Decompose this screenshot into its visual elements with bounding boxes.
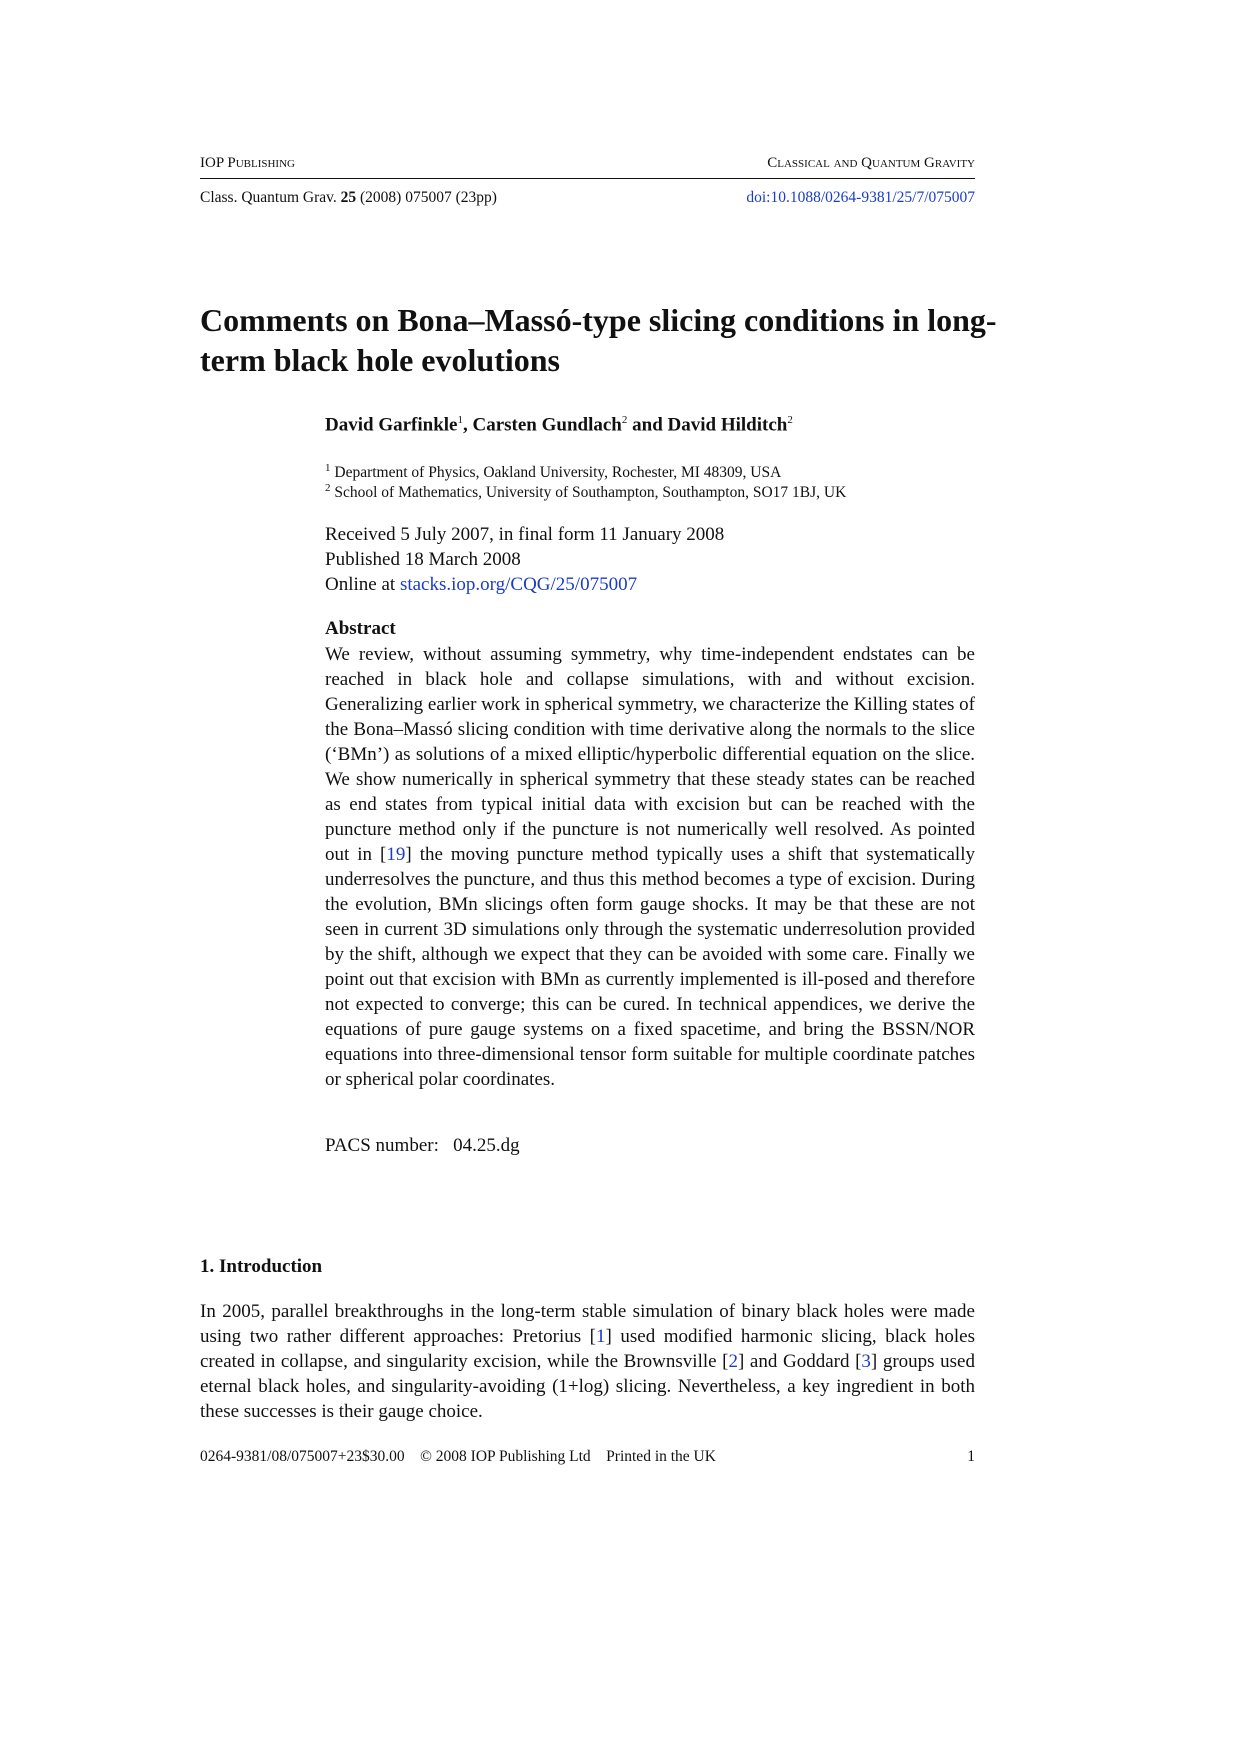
author-name: Carsten Gundlach xyxy=(472,414,622,436)
abstract-heading: Abstract xyxy=(325,618,396,639)
author-name: David Hilditch xyxy=(667,414,788,436)
publication-dates xyxy=(325,522,724,597)
affiliation-number: 1 xyxy=(325,462,331,474)
header-rule xyxy=(200,178,975,179)
affiliation-text: Department of Physics, Oakland University, Rochester, MI 48309, USA xyxy=(334,464,782,482)
author-affiliation-mark: 2 xyxy=(787,414,793,426)
author-affiliation-mark: 1 xyxy=(457,414,463,426)
citation-prefix: Class. Quantum Grav. xyxy=(200,189,337,206)
affiliation-text: School of Mathematics, University of Southampton, Southampton, SO17 1BJ, UK xyxy=(334,484,847,502)
received-date: Received 5 July 2007, in final form 11 January 2008 xyxy=(325,524,725,545)
author-separator: and xyxy=(627,414,668,436)
footer-copyright: 0264-9381/08/075007+23$30.00 © 2008 IOP Publishing Ltd Printed in the UK xyxy=(200,1448,716,1465)
abstract-text xyxy=(325,642,975,1092)
abstract-text-part: ] the moving puncture method typically uses a shift that systematically underresolves the puncture, and thus this method becomes a type of excision. During the evolution, BMn slicings often form gauge shocks. It may be that these are not seen in current 3D simulations only through the systematic underresolution provided by the shift, although we expect that they can be avoided with some care. Finally we point out that excision with BMn as currently implemented is ill-posed and therefore not expected to converge; this can be cured. In technical appendices, we derive the equations of pure gauge systems on a fixed spacetime, and bring the BSSN/NOR equations into three-dimensional tensor form suitable for multiple coordinate patches or spherical polar coordinates. xyxy=(325,844,975,1090)
pacs-label: PACS number: xyxy=(325,1135,439,1156)
author-separator: , xyxy=(462,414,473,436)
online-link[interactable]: stacks.iop.org/CQG/25/075007 xyxy=(399,574,638,595)
author-list xyxy=(325,414,793,436)
intro-text: ] used modified harmonic slicing, black holes created in collapse, and singularity excision, while the Brownsville [ xyxy=(200,1326,975,1372)
pacs-value: 04.25.dg xyxy=(453,1135,520,1156)
online-line xyxy=(325,572,724,597)
affiliation xyxy=(325,462,781,482)
author-affiliation-mark: 2 xyxy=(621,414,628,426)
citation-suffix: (2008) 075007 (23pp) xyxy=(360,189,497,206)
affiliation xyxy=(325,482,846,502)
intro-paragraph xyxy=(200,1299,975,1424)
publisher-name: IOP Publishing xyxy=(200,155,295,171)
citation-ref[interactable]: 3 xyxy=(861,1351,871,1372)
pacs-line xyxy=(325,1135,520,1157)
citation-volume: 25 xyxy=(340,189,357,206)
abstract-text-part: We review, without assuming symmetry, why time-independent endstates can be reached in black hole and collapse simulations, with and without excision. Generalizing earlier work in spherical symmetry, we characterize the Killing states of the Bona–Massó slicing condition with time derivative along the normals to the slice (‘BMn’) as solutions of a mixed elliptic/hyperbolic differential equation on the slice. We show numerically in spherical symmetry that these steady states can be reached as end states from typical initial data with excision but can be reached with the puncture method only if the puncture is not numerically well resolved. As pointed out in [ xyxy=(325,644,975,865)
intro-text: ] groups used eternal black holes, and singularity-avoiding (1+log) slicing. Nevertheless, a key ingredient in both these successes is their gauge choice. xyxy=(200,1351,975,1422)
paper-title: Comments on Bona–Massó-type slicing conditions in long-term black hole evolutions xyxy=(200,302,997,378)
author-name: David Garfinkle xyxy=(325,414,458,436)
citation-line xyxy=(200,189,497,207)
section-heading: 1. Introduction xyxy=(200,1256,323,1277)
affiliation-number: 2 xyxy=(325,482,331,494)
page-number: 1 xyxy=(967,1448,975,1465)
citation-ref[interactable]: 2 xyxy=(728,1351,738,1372)
citation-ref[interactable]: 1 xyxy=(596,1326,606,1347)
intro-text: In 2005, parallel breakthroughs in the long-term stable simulation of binary black holes were made using two rather different approaches: Pretorius [ xyxy=(200,1301,975,1347)
citation-ref[interactable]: 19 xyxy=(386,844,406,865)
online-prefix: Online at xyxy=(325,574,400,595)
doi-link[interactable]: doi:10.1088/0264-9381/25/7/075007 xyxy=(746,189,975,206)
journal-name: Classical and Quantum Gravity xyxy=(767,155,975,171)
intro-text: ] and Goddard [ xyxy=(738,1351,862,1372)
published-date: Published 18 March 2008 xyxy=(325,549,521,570)
